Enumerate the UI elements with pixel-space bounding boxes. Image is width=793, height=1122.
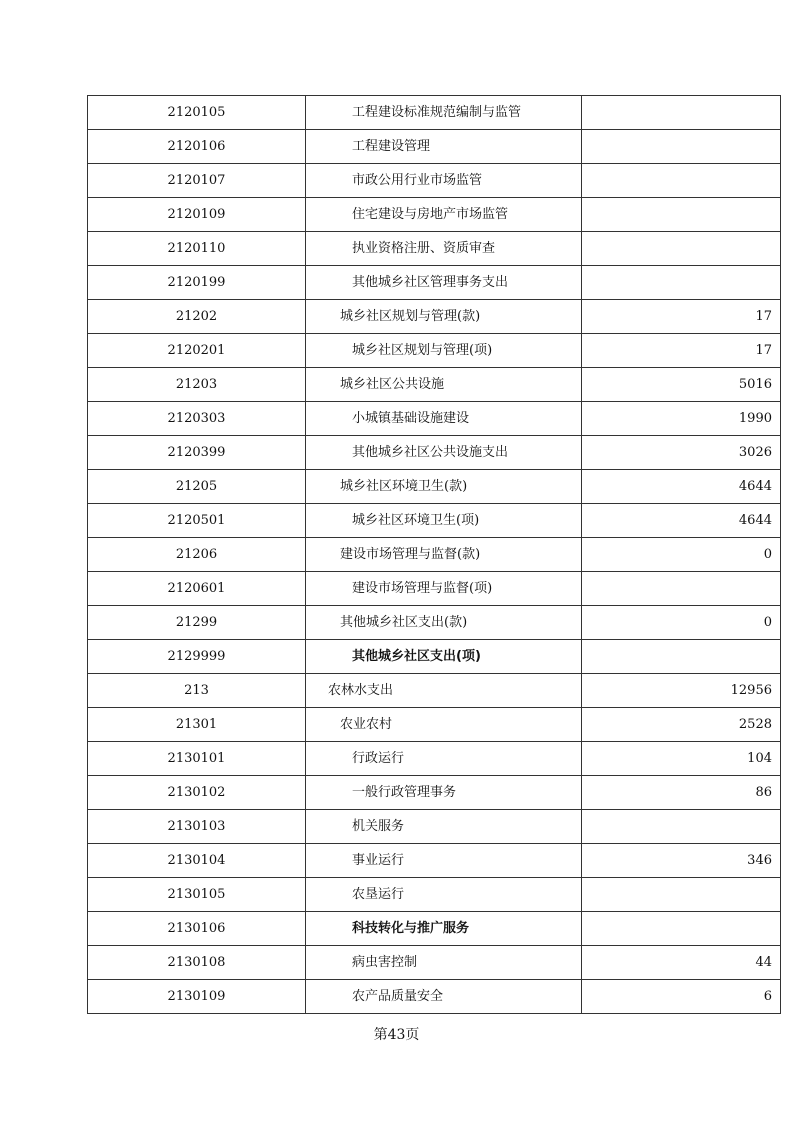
account-code-cell: 2120201 [88,334,306,368]
account-code-cell: 21203 [88,368,306,402]
amount-cell [582,130,781,164]
table-row [88,130,781,164]
table-row [88,810,781,844]
account-code-cell: 2120107 [88,164,306,198]
account-name-cell: 其他城乡社区支出(款) [306,606,582,640]
account-name-cell: 其他城乡社区管理事务支出 [306,266,582,300]
amount-cell: 2528 [582,708,781,742]
amount-cell [582,198,781,232]
amount-cell: 3026 [582,436,781,470]
account-code-cell: 2130106 [88,912,306,946]
account-code-cell: 2130103 [88,810,306,844]
amount-cell: 86 [582,776,781,810]
account-name-cell: 农产品质量安全 [306,980,582,1014]
amount-cell: 17 [582,300,781,334]
account-name-cell: 城乡社区规划与管理(款) [306,300,582,334]
account-code-cell: 2130105 [88,878,306,912]
account-code-cell: 2120501 [88,504,306,538]
table-row [88,334,781,368]
table-row [88,402,781,436]
account-name-cell: 执业资格注册、资质审查 [306,232,582,266]
table-row [88,742,781,776]
account-code-cell: 21202 [88,300,306,334]
account-code-cell: 21205 [88,470,306,504]
account-name-cell: 城乡社区环境卫生(项) [306,504,582,538]
account-code-cell: 2130102 [88,776,306,810]
account-name-cell: 建设市场管理与监督(款) [306,538,582,572]
amount-cell [582,572,781,606]
account-code-cell: 2120110 [88,232,306,266]
table-row [88,640,781,674]
account-code-cell: 2120303 [88,402,306,436]
account-name-cell: 行政运行 [306,742,582,776]
table-row [88,912,781,946]
amount-cell [582,96,781,130]
table-row [88,470,781,504]
table-row [88,946,781,980]
account-name-cell: 其他城乡社区支出(项) [306,640,582,674]
account-code-cell: 2120399 [88,436,306,470]
account-code-cell: 2120109 [88,198,306,232]
account-code-cell: 21206 [88,538,306,572]
account-name-cell: 市政公用行业市场监管 [306,164,582,198]
table-row [88,266,781,300]
table-row [88,878,781,912]
table-row [88,96,781,130]
account-name-cell: 一般行政管理事务 [306,776,582,810]
table-row [88,504,781,538]
account-code-cell: 2130104 [88,844,306,878]
amount-cell: 4644 [582,504,781,538]
table-row [88,198,781,232]
table-row [88,436,781,470]
account-name-cell: 病虫害控制 [306,946,582,980]
amount-cell: 4644 [582,470,781,504]
account-name-cell: 机关服务 [306,810,582,844]
amount-cell: 0 [582,606,781,640]
account-code-cell: 2129999 [88,640,306,674]
amount-cell: 6 [582,980,781,1014]
amount-cell: 0 [582,538,781,572]
amount-cell [582,266,781,300]
table-row [88,538,781,572]
amount-cell: 346 [582,844,781,878]
account-code-cell: 2130101 [88,742,306,776]
account-name-cell: 事业运行 [306,844,582,878]
table-row [88,232,781,266]
table-row [88,368,781,402]
table-row [88,572,781,606]
account-name-cell: 城乡社区公共设施 [306,368,582,402]
amount-cell: 17 [582,334,781,368]
account-code-cell: 21301 [88,708,306,742]
page-number: 第43页 [373,1027,420,1043]
amount-cell [582,912,781,946]
amount-cell: 1990 [582,402,781,436]
amount-cell: 5016 [582,368,781,402]
table-row [88,980,781,1014]
account-code-cell: 2120106 [88,130,306,164]
account-code-cell: 2120199 [88,266,306,300]
account-name-cell: 城乡社区环境卫生(款) [306,470,582,504]
account-name-cell: 其他城乡社区公共设施支出 [306,436,582,470]
account-name-cell: 城乡社区规划与管理(项) [306,334,582,368]
account-name-cell: 工程建设管理 [306,130,582,164]
table-row [88,164,781,198]
account-name-cell: 工程建设标准规范编制与监管 [306,96,582,130]
account-name-cell: 农业农村 [306,708,582,742]
table-row [88,674,781,708]
account-name-cell: 农垦运行 [306,878,582,912]
amount-cell: 44 [582,946,781,980]
budget-table [87,95,781,1014]
account-name-cell: 小城镇基础设施建设 [306,402,582,436]
account-name-cell: 农林水支出 [306,674,582,708]
account-code-cell: 2120105 [88,96,306,130]
amount-cell [582,878,781,912]
budget-table-body [88,96,781,1014]
amount-cell [582,810,781,844]
amount-cell: 12956 [582,674,781,708]
table-row [88,300,781,334]
table-row [88,708,781,742]
account-code-cell: 213 [88,674,306,708]
table-row [88,844,781,878]
table-row [88,776,781,810]
account-name-cell: 建设市场管理与监督(项) [306,572,582,606]
account-code-cell: 21299 [88,606,306,640]
amount-cell [582,232,781,266]
account-code-cell: 2130109 [88,980,306,1014]
account-name-cell: 科技转化与推广服务 [306,912,582,946]
account-code-cell: 2130108 [88,946,306,980]
amount-cell: 104 [582,742,781,776]
amount-cell [582,164,781,198]
table-row [88,606,781,640]
account-name-cell: 住宅建设与房地产市场监管 [306,198,582,232]
amount-cell [582,640,781,674]
account-code-cell: 2120601 [88,572,306,606]
